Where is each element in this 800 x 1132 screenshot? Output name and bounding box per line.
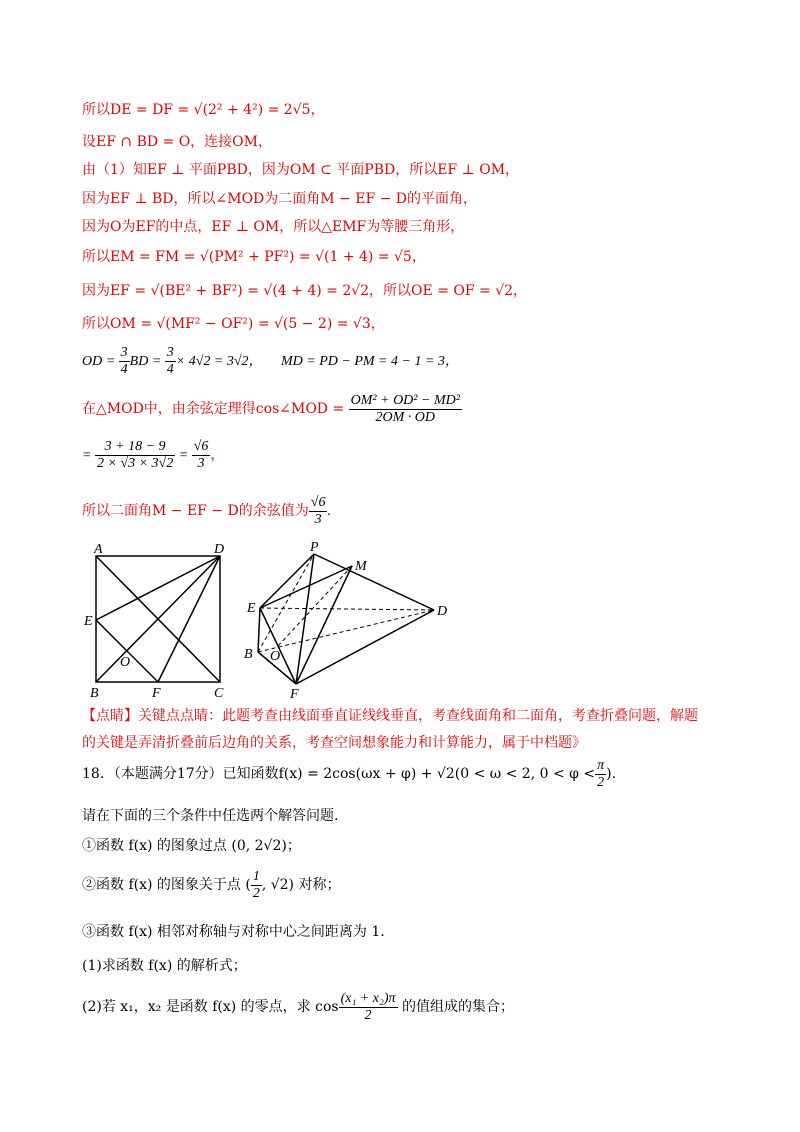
label-p: P xyxy=(310,540,319,555)
label-f: F xyxy=(152,686,161,700)
condition-2-end: , √2) 对称； xyxy=(261,877,341,893)
frac-num: π xyxy=(597,757,605,773)
cosine-law-text: 在△MOD中，由余弦定理得cos∠MOD = xyxy=(82,401,349,417)
hidden-bp xyxy=(258,554,314,652)
pi-over-2 xyxy=(595,758,606,791)
md-calc: MD = PD − PM = 4 − 1 = 3， xyxy=(281,354,459,369)
frac-den: 3 xyxy=(197,455,205,471)
condition-3: ③函数 f(x) 相邻对称轴与对称中心之间距离为 1. xyxy=(82,924,385,940)
label-b: B xyxy=(90,686,99,700)
frac-num: 3 xyxy=(166,344,174,360)
label-pd: D xyxy=(437,604,448,619)
label-o: O xyxy=(120,655,131,670)
one-half xyxy=(251,869,262,902)
frac-den: 4 xyxy=(120,361,128,377)
label-e: E xyxy=(84,614,93,629)
label-po: O xyxy=(270,649,281,664)
equals-sign-2: = xyxy=(175,448,192,463)
question-2-text: (2)若 x₁，x₂ 是函数 f(x) 的零点，求 cos xyxy=(82,999,339,1015)
solution-line-5: 因为O为EF的中点，EF ⊥ OM，所以△EMF为等腰三角形， xyxy=(82,219,465,235)
comment-line-2: 的关键是弄清折叠前后边角的关系，考查空间想象能力和计算能力，属于中档题》 xyxy=(82,735,586,751)
frac-three-quarters xyxy=(119,345,130,378)
condition-2 xyxy=(82,868,340,902)
od-label: OD = xyxy=(82,354,119,369)
comment-line-1: 【点睛】关键点点睛：此题考查由线面垂直证线线垂直，考查线面角和二面角，考查折叠问题，解题 xyxy=(82,708,698,724)
frac-num: (x₁ + x₂)π xyxy=(340,990,396,1006)
conclusion-text: 所以二面角M − EF − D的余弦值为 xyxy=(82,503,309,519)
solution-line-3: 由（1）知EF ⊥ 平面PBD，因为OM ⊂ 平面PBD，所以EF ⊥ OM， xyxy=(82,162,520,178)
hidden-bd xyxy=(258,610,434,652)
square-labels xyxy=(83,542,224,700)
edge-pd xyxy=(314,554,434,610)
solution-line-12 xyxy=(82,494,331,529)
label-pb: B xyxy=(244,647,253,662)
frac-den: 2 xyxy=(364,1007,372,1023)
edge-em xyxy=(260,566,352,608)
geometry-svg xyxy=(82,540,482,700)
solution-line-1: 所以DE = DF = √(2² + 4²) = 2√5， xyxy=(82,102,325,118)
solution-line-11 xyxy=(82,438,224,473)
label-m: M xyxy=(355,559,367,574)
question-2-end: 的值组成的集合； xyxy=(397,999,514,1015)
edge-fd xyxy=(296,610,434,684)
square-figure xyxy=(96,556,220,682)
problem18-head xyxy=(82,757,616,791)
condition-1: ①函数 f(x) 的图象过点 (0, 2√2)； xyxy=(82,838,301,854)
question-2 xyxy=(82,990,514,1024)
solution-line-7: 因为EF = √(BE² + BF²) = √(4 + 4) = 2√2，所以OE = OF = √2， xyxy=(82,283,528,299)
equals-sign: = xyxy=(82,448,95,463)
frac-den: 2OM · OD xyxy=(375,409,436,425)
solution-line-9 xyxy=(82,344,459,379)
segment-ed xyxy=(96,556,220,620)
frac-den: 2 xyxy=(252,885,260,901)
od-value: × 4√2 = 3√2， xyxy=(175,354,263,369)
problem18-intro: 请在下面的三个条件中任选两个解答问题. xyxy=(82,808,339,824)
frac-num: OM² + OD² − MD² xyxy=(350,392,460,408)
period: . xyxy=(327,504,331,519)
answer-fraction xyxy=(309,495,328,528)
problem18-end: ). xyxy=(606,766,617,782)
label-d: D xyxy=(214,542,225,557)
frac-num: √6 xyxy=(310,494,326,510)
edge-eb xyxy=(258,608,260,652)
label-pe: E xyxy=(247,601,256,616)
segment-fd xyxy=(158,556,220,682)
solution-line-2: 设EF ∩ BD = O，连接OM， xyxy=(82,134,272,150)
frac-den: 2 × √3 × 3√2 xyxy=(96,455,174,471)
frac-num: 3 xyxy=(120,344,128,360)
label-pf: F xyxy=(290,687,299,700)
root6-over-3 xyxy=(192,439,211,472)
pyramid-figure xyxy=(258,554,434,684)
problem18-text: 18．（本题满分17分）已知函数f(x) = 2cos(ωx + φ) + √2(0 < ω < 2, 0 < φ < xyxy=(82,766,596,782)
condition-2-text: ②函数 f(x) 的图象关于点 ( xyxy=(82,877,251,893)
label-c: C xyxy=(214,686,224,700)
frac-num: 3 + 18 − 9 xyxy=(95,439,175,456)
frac-three-quarters-2 xyxy=(165,345,176,378)
cosine-fraction xyxy=(349,393,462,426)
bd-label: BD = xyxy=(129,354,165,369)
frac-num: √6 xyxy=(193,438,209,454)
frac-den: 2 xyxy=(597,774,605,790)
solution-line-10 xyxy=(82,392,462,426)
solution-line-4: 因为EF ⊥ BD，所以∠MOD为二面角M − EF − D的平面角， xyxy=(82,191,478,207)
frac-den: 3 xyxy=(314,511,322,527)
hidden-ed xyxy=(260,608,434,610)
label-a: A xyxy=(94,542,103,557)
frac-den: 4 xyxy=(166,361,174,377)
solution-line-6: 所以EM = FM = √(PM² + PF²) = √(1 + 4) = √5， xyxy=(82,249,426,265)
question-1: (1)求函数 f(x) 的解析式； xyxy=(82,958,247,974)
geometry-figures xyxy=(82,540,482,704)
frac-num: 1 xyxy=(252,868,260,884)
solution-line-8: 所以OM = √(MF² − OF²) = √(5 − 2) = √3， xyxy=(82,316,385,332)
zeros-fraction xyxy=(339,991,398,1024)
cosine-value-fraction xyxy=(95,439,175,472)
comma: ， xyxy=(210,447,225,463)
